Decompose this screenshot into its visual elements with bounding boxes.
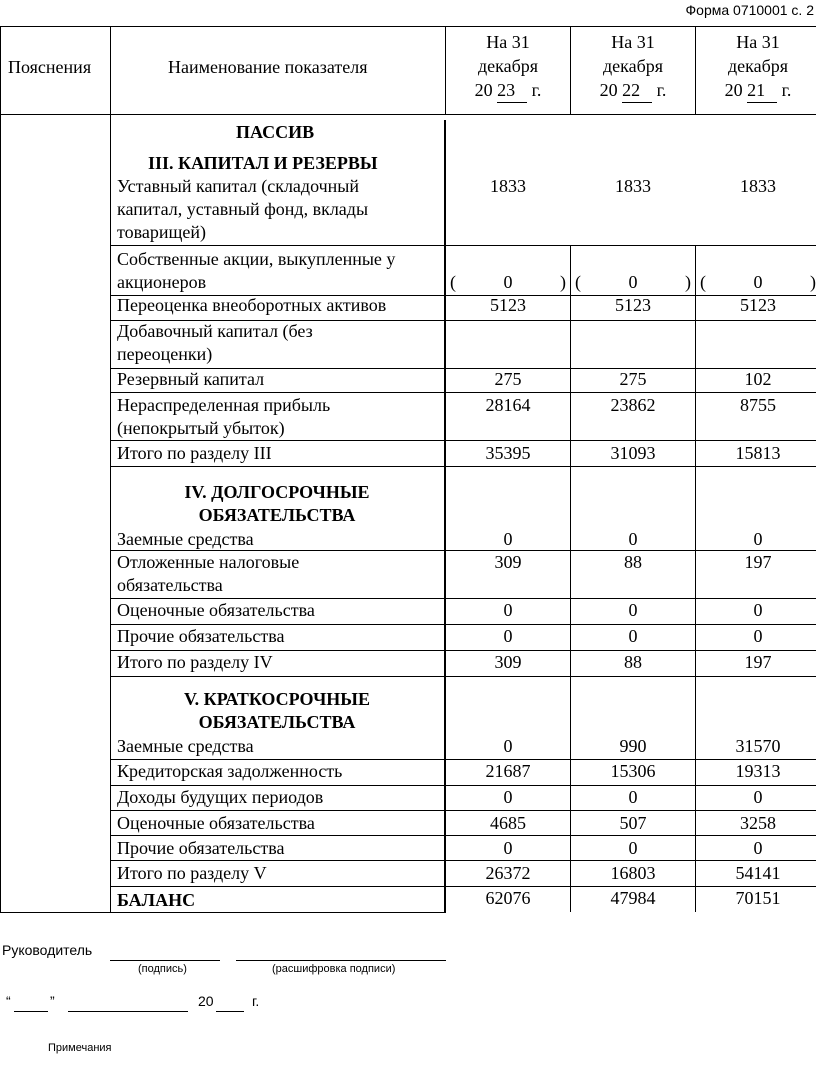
value-cell[interactable]: 0	[628, 838, 638, 858]
month-line[interactable]	[68, 1011, 188, 1012]
value-cell[interactable]: 0	[503, 626, 513, 646]
row-label: Кредиторская задолженность	[117, 761, 343, 781]
date-quote-open: “	[6, 993, 11, 1009]
value: 0	[628, 272, 638, 292]
value-cell[interactable]: 35395	[485, 443, 531, 463]
value-cell[interactable]: 0	[503, 529, 513, 549]
col-name-header: Наименование показателя	[168, 57, 368, 77]
value-cell[interactable]: 197	[744, 552, 772, 572]
value-cell[interactable]: 88	[624, 652, 642, 672]
value-cell[interactable]: 0	[628, 626, 638, 646]
balance-value[interactable]: 70151	[735, 888, 781, 908]
value-cell[interactable]	[446, 271, 570, 293]
value-cell[interactable]: 15813	[735, 443, 781, 463]
period-line2: декабря	[727, 56, 789, 76]
decoding-caption: (расшифровка подписи)	[272, 963, 396, 975]
row-label: Прочие обязательства	[117, 626, 285, 646]
value-cell[interactable]: 0	[753, 626, 763, 646]
period-header-0	[446, 30, 570, 103]
value-cell[interactable]: 21687	[485, 761, 531, 781]
value-cell[interactable]: 23862	[610, 395, 656, 415]
value-cell[interactable]: 197	[744, 652, 772, 672]
value-cell[interactable]: 0	[503, 736, 513, 756]
row-label: товарищей)	[117, 222, 206, 242]
row-label: Итого по разделу IV	[117, 652, 273, 672]
balance-value[interactable]: 62076	[485, 888, 531, 908]
value-cell[interactable]: 0	[628, 529, 638, 549]
period-line1: На 31	[486, 32, 530, 52]
value-cell[interactable]: 31570	[735, 736, 781, 756]
row-label: Отложенные налоговые	[117, 552, 300, 572]
period-header-1	[571, 30, 695, 103]
notes-label: Примечания	[48, 1042, 112, 1054]
period-year-line	[571, 78, 695, 103]
period-year-suffix: г.	[781, 80, 792, 100]
row-label: Заемные средства	[117, 529, 254, 549]
decoding-line[interactable]	[236, 960, 446, 961]
signature-caption: (подпись)	[138, 963, 187, 975]
section5-title-2: ОБЯЗАТЕЛЬСТВА	[198, 712, 356, 732]
value-cell[interactable]: 0	[753, 838, 763, 858]
value-cell[interactable]: 1833	[615, 176, 651, 196]
value-cell[interactable]: 0	[753, 600, 763, 620]
value-cell[interactable]: 8755	[740, 395, 776, 415]
period-year[interactable]: 21	[747, 78, 777, 103]
value-cell[interactable]	[571, 271, 695, 293]
col-notes-header: Пояснения	[8, 57, 92, 77]
value-cell[interactable]: 26372	[485, 863, 531, 883]
period-year-prefix: 20	[724, 80, 743, 100]
section4-title-1: IV. ДОЛГОСРОЧНЫЕ	[184, 482, 370, 502]
value-cell[interactable]: 54141	[735, 863, 781, 883]
row-label: Резервный капитал	[117, 369, 265, 389]
section4-title-2: ОБЯЗАТЕЛЬСТВА	[198, 505, 356, 525]
row-label: Переоценка внеоборотных активов	[117, 295, 387, 315]
period-header-2	[696, 30, 816, 103]
head-label: Руководитель	[2, 942, 93, 958]
year-suffix: г.	[252, 993, 260, 1009]
value-cell[interactable]: 4685	[490, 813, 526, 833]
year-prefix: 20	[198, 993, 214, 1009]
day-line[interactable]	[14, 1011, 48, 1012]
row-label: переоценки)	[117, 344, 213, 364]
value-cell[interactable]: 0	[503, 838, 513, 858]
period-line1: На 31	[611, 32, 655, 52]
row-label: обязательства	[117, 575, 223, 595]
date-quote-close: ”	[50, 993, 55, 1009]
value-cell[interactable]: 28164	[485, 395, 531, 415]
value-cell[interactable]: 0	[628, 787, 638, 807]
row-label: акционеров	[117, 272, 207, 292]
value-cell[interactable]: 309	[494, 652, 522, 672]
value-cell[interactable]: 0	[628, 600, 638, 620]
value-cell[interactable]: 275	[619, 369, 647, 389]
row-label: (непокрытый убыток)	[117, 418, 285, 438]
row-label: Заемные средства	[117, 736, 254, 756]
value-cell[interactable]: 5123	[490, 295, 526, 315]
row-label: Доходы будущих периодов	[117, 787, 324, 807]
row-label: капитал, уставный фонд, вклады	[117, 199, 369, 219]
value-cell[interactable]: 5123	[615, 295, 651, 315]
period-line2: декабря	[477, 56, 539, 76]
paren-close: )	[560, 272, 566, 292]
value-cell[interactable]: 102	[744, 369, 772, 389]
value-cell[interactable]: 15306	[610, 761, 656, 781]
value-cell[interactable]: 0	[503, 600, 513, 620]
value-cell[interactable]: 19313	[735, 761, 781, 781]
value-cell[interactable]: 1833	[740, 176, 776, 196]
row-label: Оценочные обязательства	[117, 813, 315, 833]
value-cell[interactable]	[696, 271, 816, 293]
row-label: Итого по разделу V	[117, 863, 267, 883]
year-line[interactable]	[216, 1011, 244, 1012]
paren-close: )	[685, 272, 691, 292]
value-cell[interactable]: 5123	[740, 295, 776, 315]
form-code: Форма 0710001 с. 2	[685, 2, 814, 18]
row-label: Нераспределенная прибыль	[117, 395, 331, 415]
period-year-suffix: г.	[531, 80, 542, 100]
value-cell[interactable]: 88	[624, 552, 642, 572]
value: 0	[503, 272, 513, 292]
period-year[interactable]: 22	[622, 78, 652, 103]
paren-open: (	[575, 272, 581, 292]
value-cell[interactable]: 31093	[610, 443, 656, 463]
paren-close: )	[810, 272, 816, 292]
value: 0	[753, 272, 763, 292]
value-cell[interactable]: 3258	[740, 813, 776, 833]
section-passive-title: ПАССИВ	[236, 122, 315, 142]
period-year-suffix: г.	[656, 80, 667, 100]
period-line1: На 31	[736, 32, 780, 52]
period-year[interactable]: 23	[497, 78, 527, 103]
row-label: Оценочные обязательства	[117, 600, 315, 620]
period-year-prefix: 20	[599, 80, 618, 100]
value-cell[interactable]: 0	[753, 787, 763, 807]
paren-open: (	[450, 272, 456, 292]
row-label: Итого по разделу III	[117, 443, 272, 463]
period-year-line	[446, 78, 570, 103]
row-label: Собственные акции, выкупленные у	[117, 249, 396, 269]
balance-label: БАЛАНС	[117, 890, 196, 910]
value-cell[interactable]: 309	[494, 552, 522, 572]
row-label: Уставный капитал (складочный	[117, 176, 360, 196]
value-cell[interactable]: 990	[619, 736, 647, 756]
value-cell[interactable]: 0	[753, 529, 763, 549]
row-label: Прочие обязательства	[117, 838, 285, 858]
value-cell[interactable]: 507	[619, 813, 647, 833]
period-year-line	[696, 78, 816, 103]
balance-value[interactable]: 47984	[610, 888, 656, 908]
section3-title: III. КАПИТАЛ И РЕЗЕРВЫ	[148, 153, 378, 173]
value-cell[interactable]: 1833	[490, 176, 526, 196]
row-label: Добавочный капитал (без	[117, 321, 313, 341]
paren-open: (	[700, 272, 706, 292]
value-cell[interactable]: 275	[494, 369, 522, 389]
value-cell[interactable]: 16803	[610, 863, 656, 883]
value-cell[interactable]: 0	[503, 787, 513, 807]
period-line2: декабря	[602, 56, 664, 76]
period-year-prefix: 20	[474, 80, 493, 100]
section5-title-1: V. КРАТКОСРОЧНЫЕ	[183, 689, 370, 709]
signature-line[interactable]	[110, 960, 220, 961]
